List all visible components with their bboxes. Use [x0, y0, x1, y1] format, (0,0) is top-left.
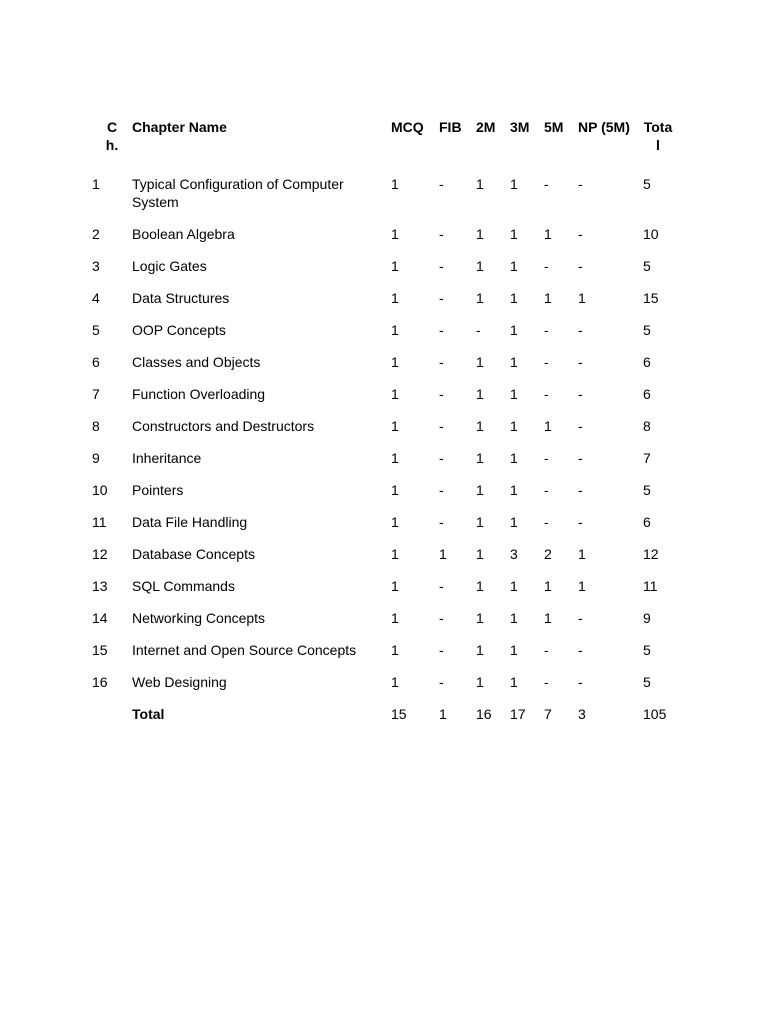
cell-5m: 1 — [544, 418, 552, 434]
cell-chapter-name: Function Overloading — [132, 386, 266, 402]
total-row-total: 105 — [643, 706, 667, 722]
table-row — [92, 666, 676, 698]
cell-np: - — [578, 226, 583, 242]
cell-fib: 1 — [439, 546, 447, 562]
cell-mcq: 1 — [391, 418, 399, 434]
cell-5m: - — [544, 258, 549, 274]
total-row — [92, 698, 676, 730]
cell-total: 7 — [643, 450, 651, 466]
table-row — [92, 250, 676, 282]
cell-3m: 1 — [510, 450, 518, 466]
cell-chapter-number: 2 — [92, 226, 100, 242]
cell-mcq: 1 — [391, 482, 399, 498]
cell-np: 1 — [578, 546, 586, 562]
cell-total: 6 — [643, 386, 651, 402]
cell-2m: 1 — [476, 386, 484, 402]
cell-mcq: 1 — [391, 514, 399, 530]
cell-5m: 1 — [544, 578, 552, 594]
cell-chapter-name: OOP Concepts — [132, 322, 226, 338]
header-total: Total — [643, 119, 673, 153]
cell-mcq: 1 — [391, 546, 399, 562]
cell-2m: 1 — [476, 610, 484, 626]
cell-2m: 1 — [476, 482, 484, 498]
cell-2m: 1 — [476, 418, 484, 434]
cell-fib: - — [439, 354, 444, 370]
cell-chapter-number: 7 — [92, 386, 100, 402]
cell-2m: 1 — [476, 674, 484, 690]
cell-np: 1 — [578, 290, 586, 306]
cell-fib: - — [439, 642, 444, 658]
cell-np: - — [578, 642, 583, 658]
cell-chapter-number: 4 — [92, 290, 100, 306]
cell-3m: 1 — [510, 642, 518, 658]
cell-3m: 1 — [510, 290, 518, 306]
table-row — [92, 506, 676, 538]
total-row-np: 3 — [578, 706, 586, 722]
cell-chapter-name: SQL Commands — [132, 578, 235, 594]
cell-chapter-number: 5 — [92, 322, 100, 338]
cell-chapter-name: Database Concepts — [132, 546, 255, 562]
cell-mcq: 1 — [391, 642, 399, 658]
cell-total: 5 — [643, 482, 651, 498]
cell-np: - — [578, 354, 583, 370]
cell-3m: 1 — [510, 674, 518, 690]
cell-chapter-number: 12 — [92, 546, 108, 562]
cell-chapter-name: Data File Handling — [132, 514, 248, 530]
cell-chapter-name: Logic Gates — [132, 258, 207, 274]
cell-3m: 1 — [510, 322, 518, 338]
cell-chapter-number: 15 — [92, 642, 108, 658]
cell-5m: - — [544, 482, 549, 498]
cell-chapter-name: Typical Configuration of Computer System — [132, 176, 344, 210]
cell-total: 12 — [643, 546, 659, 562]
cell-np: - — [578, 450, 583, 466]
cell-chapter-name: Constructors and Destructors — [132, 418, 315, 434]
cell-2m: 1 — [476, 258, 484, 274]
total-row-fib: 1 — [439, 706, 447, 722]
cell-fib: - — [439, 610, 444, 626]
cell-chapter-number: 13 — [92, 578, 108, 594]
table-row — [92, 538, 676, 570]
cell-5m: - — [544, 450, 549, 466]
cell-fib: - — [439, 226, 444, 242]
cell-fib: - — [439, 386, 444, 402]
cell-np: - — [578, 322, 583, 338]
cell-np: - — [578, 386, 583, 402]
cell-2m: 1 — [476, 578, 484, 594]
cell-np: - — [578, 514, 583, 530]
total-row-chapter-number — [92, 698, 132, 730]
cell-mcq: 1 — [391, 258, 399, 274]
cell-3m: 1 — [510, 482, 518, 498]
cell-total: 6 — [643, 514, 651, 530]
cell-2m: 1 — [476, 176, 484, 192]
cell-3m: 1 — [510, 578, 518, 594]
cell-chapter-number: 8 — [92, 418, 100, 434]
cell-5m: - — [544, 176, 549, 192]
table-row — [92, 442, 676, 474]
cell-total: 10 — [643, 226, 659, 242]
cell-2m: 1 — [476, 226, 484, 242]
cell-chapter-name: Networking Concepts — [132, 610, 266, 626]
cell-total: 5 — [643, 258, 651, 274]
cell-5m: 1 — [544, 290, 552, 306]
cell-2m: 1 — [476, 642, 484, 658]
cell-np: - — [578, 418, 583, 434]
cell-chapter-name: Internet and Open Source Concepts — [132, 642, 357, 658]
cell-5m: - — [544, 322, 549, 338]
cell-chapter-name: Classes and Objects — [132, 354, 261, 370]
cell-chapter-name: Web Designing — [132, 674, 227, 690]
cell-fib: - — [439, 674, 444, 690]
cell-chapter-number: 16 — [92, 674, 108, 690]
cell-mcq: 1 — [391, 578, 399, 594]
cell-3m: 1 — [510, 226, 518, 242]
cell-chapter-name: Inheritance — [132, 450, 202, 466]
cell-total: 5 — [643, 322, 651, 338]
cell-total: 11 — [643, 578, 658, 594]
cell-np: - — [578, 610, 583, 626]
cell-chapter-number: 1 — [92, 176, 100, 192]
cell-fib: - — [439, 578, 444, 594]
cell-2m: - — [476, 322, 481, 338]
cell-mcq: 1 — [391, 322, 399, 338]
cell-total: 5 — [643, 642, 651, 658]
header-mcq: MCQ — [391, 119, 424, 135]
table-row — [92, 602, 676, 634]
cell-mcq: 1 — [391, 386, 399, 402]
cell-3m: 3 — [510, 546, 518, 562]
cell-chapter-number: 10 — [92, 482, 108, 498]
cell-3m: 1 — [510, 514, 518, 530]
cell-np: - — [578, 176, 583, 192]
header-np-5m: NP (5M) — [578, 119, 630, 135]
cell-total: 6 — [643, 354, 651, 370]
cell-3m: 1 — [510, 610, 518, 626]
cell-mcq: 1 — [391, 450, 399, 466]
table-row — [92, 634, 676, 666]
total-row-3m: 17 — [510, 706, 526, 722]
cell-3m: 1 — [510, 386, 518, 402]
cell-chapter-name: Pointers — [132, 482, 184, 498]
cell-total: 5 — [643, 176, 651, 192]
table-row — [92, 410, 676, 442]
cell-3m: 1 — [510, 354, 518, 370]
cell-fib: - — [439, 322, 444, 338]
cell-total: 8 — [643, 418, 651, 434]
table-body — [92, 168, 676, 698]
cell-mcq: 1 — [391, 290, 399, 306]
cell-fib: - — [439, 176, 444, 192]
cell-fib: - — [439, 514, 444, 530]
cell-5m: - — [544, 514, 549, 530]
cell-3m: 1 — [510, 176, 518, 192]
cell-mcq: 1 — [391, 354, 399, 370]
header-fib: FIB — [439, 119, 462, 135]
table-row — [92, 378, 676, 410]
cell-mcq: 1 — [391, 176, 399, 192]
cell-5m: - — [544, 674, 549, 690]
cell-2m: 1 — [476, 450, 484, 466]
cell-mcq: 1 — [391, 226, 399, 242]
cell-fib: - — [439, 258, 444, 274]
chapter-marks-table — [92, 112, 676, 730]
cell-np: 1 — [578, 578, 586, 594]
cell-5m: 1 — [544, 226, 552, 242]
cell-chapter-number: 6 — [92, 354, 100, 370]
cell-mcq: 1 — [391, 610, 399, 626]
cell-fib: - — [439, 450, 444, 466]
cell-np: - — [578, 258, 583, 274]
cell-2m: 1 — [476, 546, 484, 562]
cell-fib: - — [439, 418, 444, 434]
cell-chapter-number: 9 — [92, 450, 100, 466]
header-2m: 2M — [476, 119, 496, 135]
cell-chapter-name: Data Structures — [132, 290, 230, 306]
header-chapter-name: Chapter Name — [132, 119, 227, 135]
header-3m: 3M — [510, 119, 530, 135]
cell-fib: - — [439, 482, 444, 498]
cell-chapter-number: 3 — [92, 258, 100, 274]
total-row-5m: 7 — [544, 706, 552, 722]
table-row — [92, 168, 676, 218]
cell-5m: - — [544, 642, 549, 658]
cell-total: 9 — [643, 610, 651, 626]
table-row — [92, 474, 676, 506]
total-row-mcq: 15 — [391, 706, 407, 722]
cell-fib: - — [439, 290, 444, 306]
cell-2m: 1 — [476, 290, 484, 306]
table-row — [92, 314, 676, 346]
header-chapter-number: Ch. — [105, 119, 119, 153]
cell-5m: - — [544, 386, 549, 402]
cell-total: 5 — [643, 674, 651, 690]
table-row — [92, 282, 676, 314]
cell-3m: 1 — [510, 418, 518, 434]
table-row — [92, 218, 676, 250]
cell-2m: 1 — [476, 514, 484, 530]
cell-chapter-name: Boolean Algebra — [132, 226, 235, 242]
cell-5m: 2 — [544, 546, 552, 562]
cell-5m: 1 — [544, 610, 552, 626]
total-row-2m: 16 — [476, 706, 492, 722]
cell-3m: 1 — [510, 258, 518, 274]
cell-total: 15 — [643, 290, 659, 306]
cell-np: - — [578, 482, 583, 498]
table-row — [92, 570, 676, 602]
cell-2m: 1 — [476, 354, 484, 370]
total-row-label: Total — [132, 706, 165, 722]
header-5m: 5M — [544, 119, 564, 135]
cell-5m: - — [544, 354, 549, 370]
cell-mcq: 1 — [391, 674, 399, 690]
cell-chapter-number: 14 — [92, 610, 108, 626]
cell-chapter-number: 11 — [92, 514, 107, 530]
table-row — [92, 346, 676, 378]
table-header-row — [92, 112, 676, 168]
cell-np: - — [578, 674, 583, 690]
